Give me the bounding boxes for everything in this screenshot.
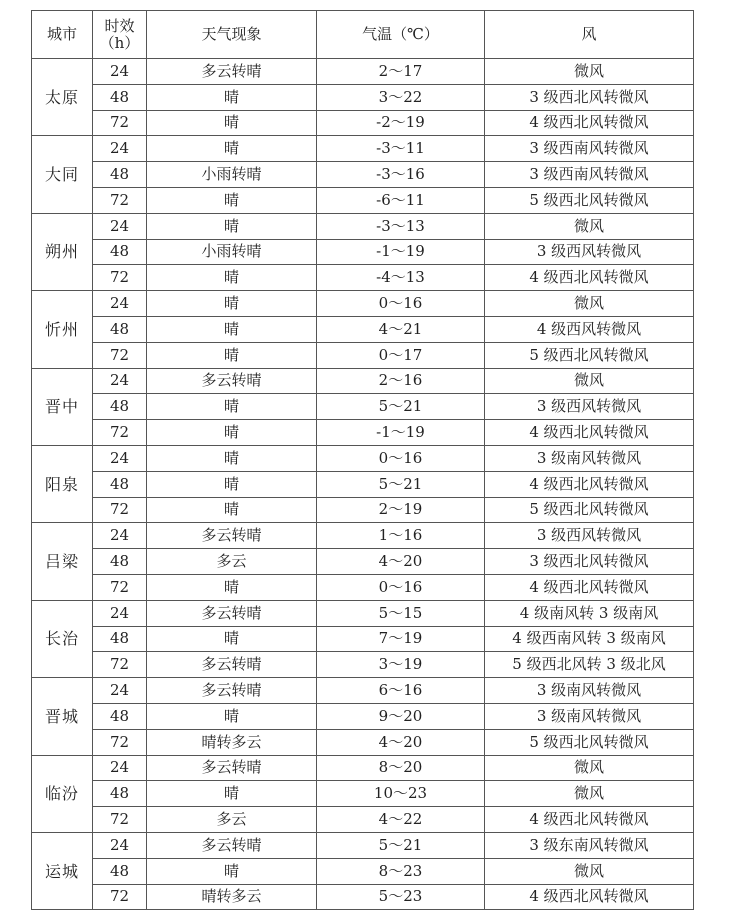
weather-cell: 晴: [147, 497, 317, 523]
wind-cell: 4 级西北风转微风: [485, 420, 694, 446]
wind-cell: 3 级南风转微风: [485, 678, 694, 704]
weather-cell: 晴: [147, 394, 317, 420]
temperature-cell: -1～19: [317, 239, 485, 265]
temperature-cell: 3～22: [317, 84, 485, 110]
hours-cell: 48: [93, 626, 147, 652]
wind-cell: 微风: [485, 858, 694, 884]
temperature-cell: -1～19: [317, 420, 485, 446]
weather-cell: 晴: [147, 445, 317, 471]
city-name-cell: 运城: [32, 832, 93, 909]
table-row: [32, 445, 694, 471]
weather-cell: 晴: [147, 265, 317, 291]
wind-cell: 微风: [485, 291, 694, 317]
hours-cell: 24: [93, 136, 147, 162]
table-row: [32, 652, 694, 678]
wind-cell: 4 级西北风转微风: [485, 471, 694, 497]
table-row: [32, 239, 694, 265]
hours-cell: 24: [93, 600, 147, 626]
weather-cell: 多云: [147, 549, 317, 575]
city-name-cell: 长治: [32, 600, 93, 677]
wind-cell: 3 级西南风转微风: [485, 136, 694, 162]
temperature-cell: 0～16: [317, 574, 485, 600]
wind-cell: 3 级西风转微风: [485, 394, 694, 420]
wind-cell: 4 级西北风转微风: [485, 265, 694, 291]
table-row: [32, 291, 694, 317]
temperature-cell: 7～19: [317, 626, 485, 652]
table-row: [32, 265, 694, 291]
hours-cell: 72: [93, 497, 147, 523]
weather-cell: 多云: [147, 807, 317, 833]
header-hours-unit: （h）: [99, 33, 140, 52]
hours-cell: 72: [93, 265, 147, 291]
wind-cell: 3 级南风转微风: [485, 445, 694, 471]
table-row: [32, 342, 694, 368]
city-name-cell: 大同: [32, 136, 93, 213]
temperature-cell: 2～16: [317, 368, 485, 394]
temperature-cell: 5～21: [317, 394, 485, 420]
wind-cell: 5 级西北风转微风: [485, 187, 694, 213]
temperature-cell: -3～13: [317, 213, 485, 239]
weather-cell: 晴: [147, 781, 317, 807]
city-name-cell: 吕梁: [32, 523, 93, 600]
weather-cell: 多云转晴: [147, 832, 317, 858]
wind-cell: 3 级南风转微风: [485, 703, 694, 729]
temperature-cell: 3～19: [317, 652, 485, 678]
weather-cell: 多云转晴: [147, 368, 317, 394]
table-row: [32, 832, 694, 858]
wind-cell: 4 级西北风转微风: [485, 574, 694, 600]
wind-cell: 微风: [485, 59, 694, 85]
weather-cell: 小雨转晴: [147, 239, 317, 265]
hours-cell: 24: [93, 291, 147, 317]
hours-cell: 72: [93, 652, 147, 678]
table-row: [32, 626, 694, 652]
header-row: [32, 11, 694, 59]
header-city: 城市: [32, 11, 93, 59]
forecast-table: [31, 10, 694, 910]
table-row: [32, 781, 694, 807]
city-name-cell: 太原: [32, 59, 93, 136]
table-row: [32, 187, 694, 213]
hours-cell: 72: [93, 342, 147, 368]
hours-cell: 72: [93, 574, 147, 600]
table-row: [32, 574, 694, 600]
weather-cell: 晴: [147, 110, 317, 136]
table-row: [32, 729, 694, 755]
city-name-cell: 晋城: [32, 678, 93, 755]
weather-cell: 小雨转晴: [147, 162, 317, 188]
hours-cell: 48: [93, 84, 147, 110]
temperature-cell: 8～23: [317, 858, 485, 884]
weather-cell: 晴: [147, 471, 317, 497]
hours-cell: 72: [93, 420, 147, 446]
temperature-cell: -3～11: [317, 136, 485, 162]
table-row: [32, 549, 694, 575]
wind-cell: 微风: [485, 213, 694, 239]
table-row: [32, 59, 694, 85]
city-name-cell: 晋中: [32, 368, 93, 445]
temperature-cell: 0～16: [317, 291, 485, 317]
wind-cell: 4 级西风转微风: [485, 316, 694, 342]
table-row: [32, 755, 694, 781]
wind-cell: 5 级西北风转微风: [485, 342, 694, 368]
temperature-cell: 5～23: [317, 884, 485, 910]
hours-cell: 72: [93, 110, 147, 136]
temperature-cell: -4～13: [317, 265, 485, 291]
weather-cell: 晴: [147, 84, 317, 110]
wind-cell: 3 级西北风转微风: [485, 84, 694, 110]
temperature-cell: 2～19: [317, 497, 485, 523]
table-row: [32, 316, 694, 342]
weather-cell: 晴: [147, 703, 317, 729]
weather-cell: 晴: [147, 291, 317, 317]
wind-cell: 5 级西北风转 3 级北风: [485, 652, 694, 678]
hours-cell: 24: [93, 368, 147, 394]
weather-cell: 晴: [147, 342, 317, 368]
temperature-cell: -2～19: [317, 110, 485, 136]
wind-cell: 5 级西北风转微风: [485, 497, 694, 523]
hours-cell: 48: [93, 703, 147, 729]
hours-cell: 48: [93, 549, 147, 575]
wind-cell: 微风: [485, 755, 694, 781]
weather-cell: 晴: [147, 858, 317, 884]
weather-cell: 晴: [147, 213, 317, 239]
weather-cell: 多云转晴: [147, 600, 317, 626]
temperature-cell: 10～23: [317, 781, 485, 807]
city-name-cell: 阳泉: [32, 445, 93, 522]
weather-cell: 多云转晴: [147, 678, 317, 704]
temperature-cell: 9～20: [317, 703, 485, 729]
wind-cell: 3 级西南风转微风: [485, 162, 694, 188]
weather-cell: 晴转多云: [147, 729, 317, 755]
hours-cell: 72: [93, 884, 147, 910]
table-row: [32, 600, 694, 626]
table-row: [32, 213, 694, 239]
weather-cell: 晴转多云: [147, 884, 317, 910]
weather-cell: 晴: [147, 626, 317, 652]
hours-cell: 24: [93, 59, 147, 85]
hours-cell: 24: [93, 755, 147, 781]
table-row: [32, 84, 694, 110]
hours-cell: 24: [93, 678, 147, 704]
table-row: [32, 703, 694, 729]
hours-cell: 48: [93, 781, 147, 807]
temperature-cell: 6～16: [317, 678, 485, 704]
hours-cell: 48: [93, 394, 147, 420]
hours-cell: 24: [93, 523, 147, 549]
hours-cell: 48: [93, 471, 147, 497]
table-row: [32, 162, 694, 188]
table-row: [32, 523, 694, 549]
hours-cell: 24: [93, 445, 147, 471]
temperature-cell: 0～16: [317, 445, 485, 471]
weather-cell: 晴: [147, 136, 317, 162]
temperature-cell: 4～22: [317, 807, 485, 833]
table-row: [32, 678, 694, 704]
weather-cell: 多云转晴: [147, 755, 317, 781]
wind-cell: 3 级东南风转微风: [485, 832, 694, 858]
temperature-cell: 0～17: [317, 342, 485, 368]
table-row: [32, 471, 694, 497]
table-body: [32, 59, 694, 910]
hours-cell: 48: [93, 239, 147, 265]
temperature-cell: 1～16: [317, 523, 485, 549]
city-name-cell: 忻州: [32, 291, 93, 368]
temperature-cell: 4～20: [317, 549, 485, 575]
wind-cell: 4 级南风转 3 级南风: [485, 600, 694, 626]
wind-cell: 微风: [485, 781, 694, 807]
table-row: [32, 858, 694, 884]
header-weather: 天气现象: [147, 11, 317, 59]
hours-cell: 24: [93, 213, 147, 239]
wind-cell: 4 级西北风转微风: [485, 884, 694, 910]
table-row: [32, 497, 694, 523]
temperature-cell: 4～21: [317, 316, 485, 342]
wind-cell: 微风: [485, 368, 694, 394]
wind-cell: 4 级西北风转微风: [485, 110, 694, 136]
weather-cell: 晴: [147, 187, 317, 213]
hours-cell: 72: [93, 807, 147, 833]
hours-cell: 48: [93, 858, 147, 884]
temperature-cell: 4～20: [317, 729, 485, 755]
header-hours-label: 时效: [104, 16, 135, 35]
table-row: [32, 807, 694, 833]
temperature-cell: 5～21: [317, 471, 485, 497]
table-row: [32, 136, 694, 162]
table-row: [32, 368, 694, 394]
wind-cell: 4 级西北风转微风: [485, 807, 694, 833]
table-header: [32, 11, 694, 59]
weather-cell: 多云转晴: [147, 652, 317, 678]
weather-cell: 多云转晴: [147, 59, 317, 85]
table-row: [32, 394, 694, 420]
temperature-cell: 5～15: [317, 600, 485, 626]
wind-cell: 5 级西北风转微风: [485, 729, 694, 755]
table-row: [32, 420, 694, 446]
header-temperature: 气温（℃）: [317, 11, 485, 59]
temperature-cell: 2～17: [317, 59, 485, 85]
weather-cell: 晴: [147, 574, 317, 600]
header-hours: [93, 11, 147, 59]
temperature-cell: 8～20: [317, 755, 485, 781]
city-name-cell: 临汾: [32, 755, 93, 832]
temperature-cell: 5～21: [317, 832, 485, 858]
weather-cell: 多云转晴: [147, 523, 317, 549]
table-row: [32, 884, 694, 910]
hours-cell: 48: [93, 316, 147, 342]
hours-cell: 72: [93, 729, 147, 755]
table-row: [32, 110, 694, 136]
weather-cell: 晴: [147, 420, 317, 446]
wind-cell: 3 级西风转微风: [485, 239, 694, 265]
city-name-cell: 朔州: [32, 213, 93, 290]
wind-cell: 4 级西南风转 3 级南风: [485, 626, 694, 652]
temperature-cell: -3～16: [317, 162, 485, 188]
wind-cell: 3 级西风转微风: [485, 523, 694, 549]
hours-cell: 72: [93, 187, 147, 213]
header-wind: 风: [485, 11, 694, 59]
weather-cell: 晴: [147, 316, 317, 342]
hours-cell: 24: [93, 832, 147, 858]
wind-cell: 3 级西北风转微风: [485, 549, 694, 575]
hours-cell: 48: [93, 162, 147, 188]
temperature-cell: -6～11: [317, 187, 485, 213]
